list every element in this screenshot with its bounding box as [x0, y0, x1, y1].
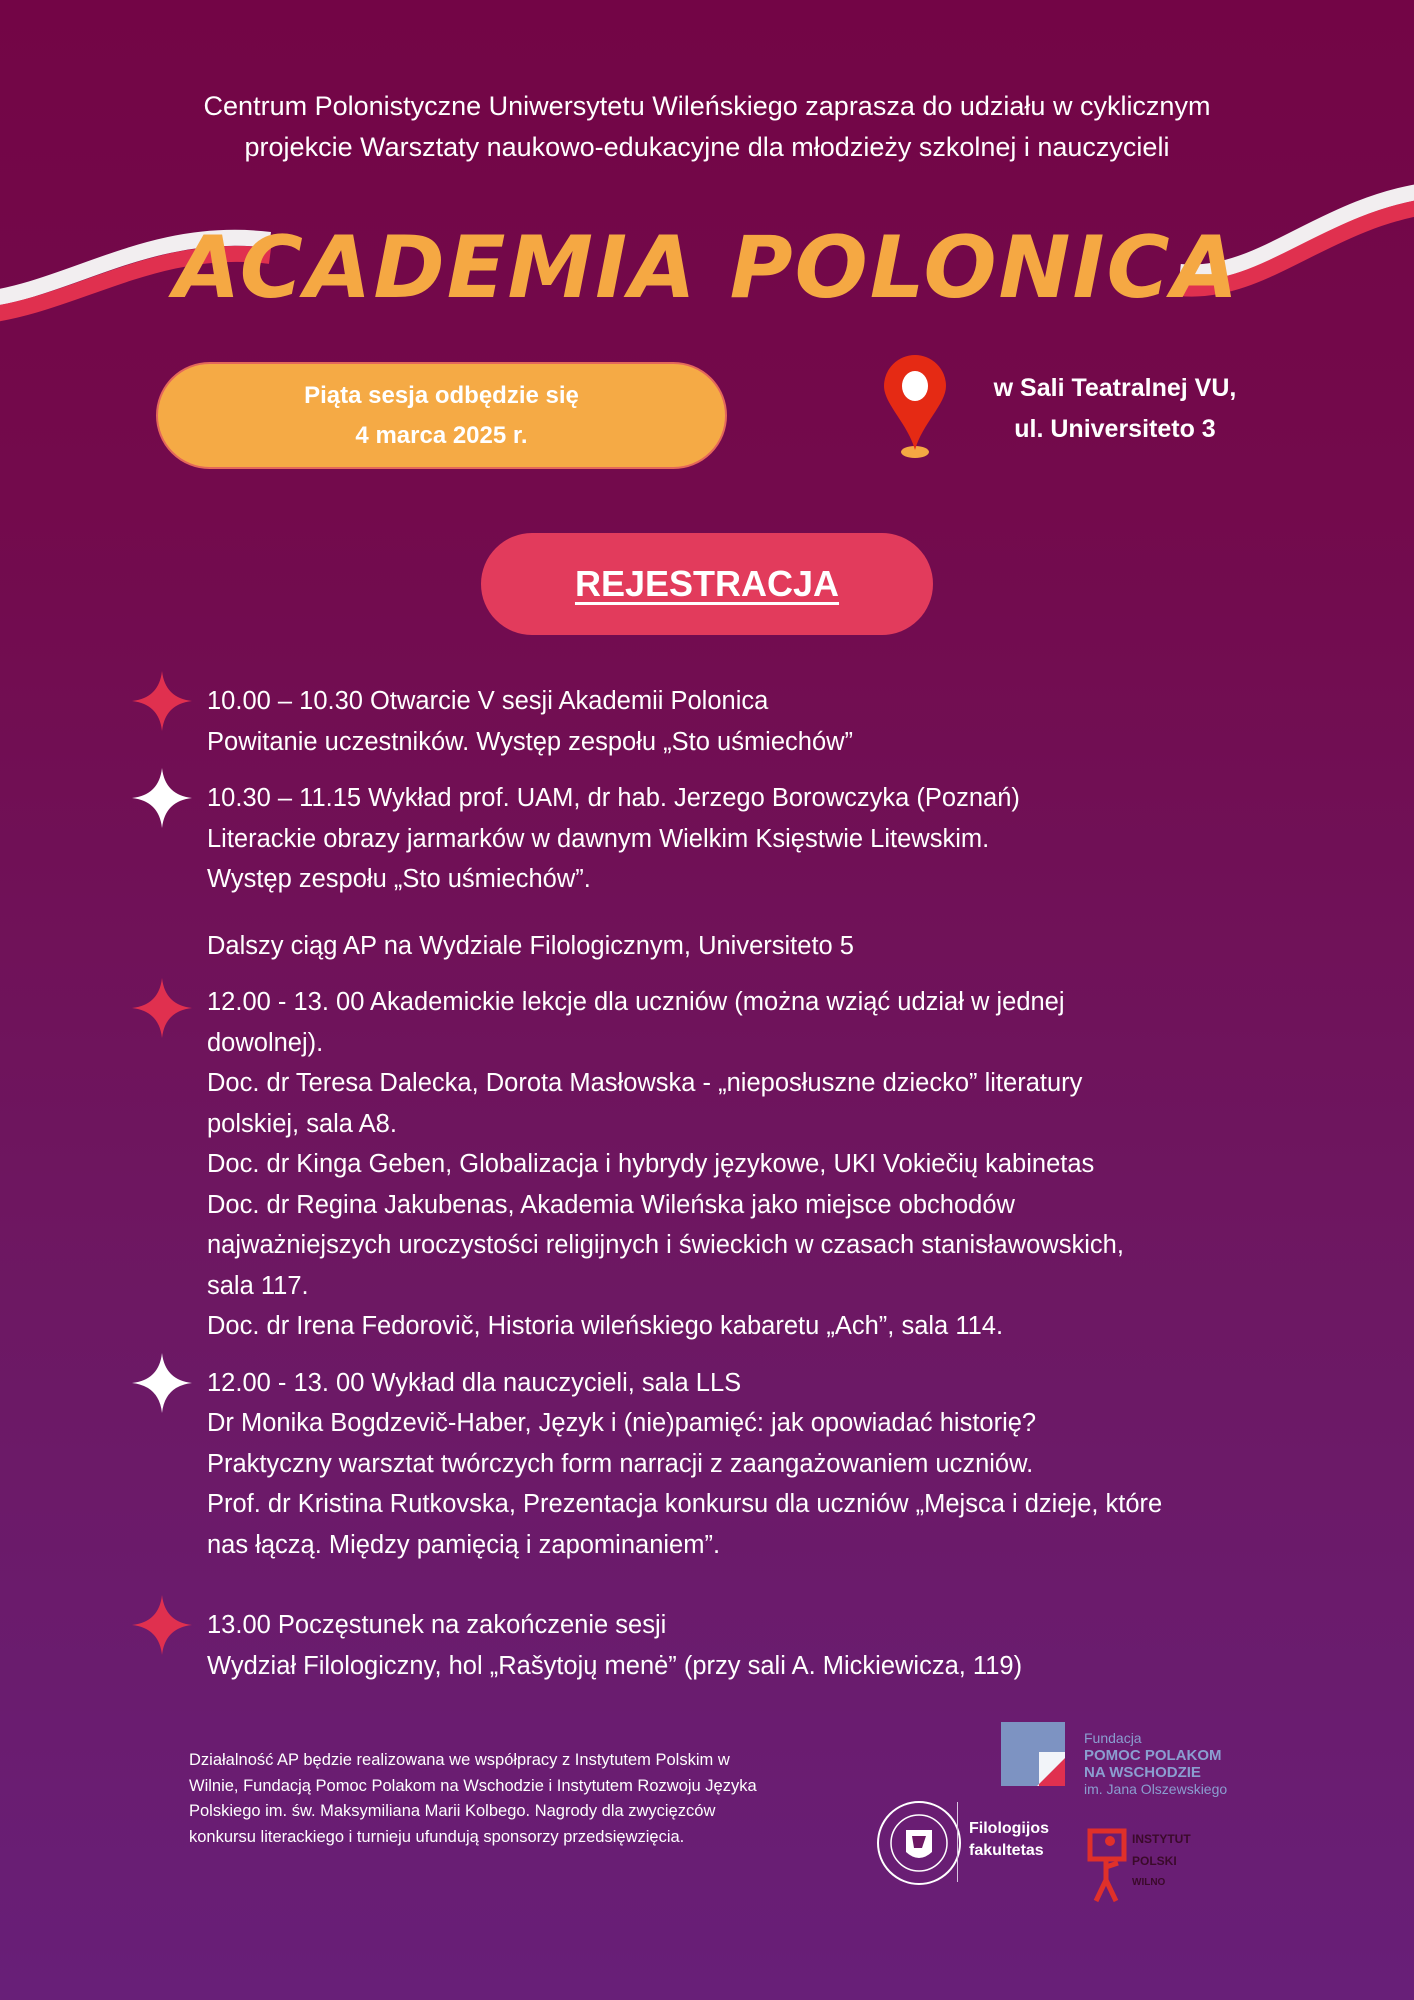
intro-line: Centrum Polonistyczne Uniwersytetu Wileńskiego zaprasza do udziału w cyklicznym [203, 91, 1211, 121]
agenda-line: dowolnej). [207, 1028, 324, 1057]
agenda-line: Występ zespołu „Sto uśmiechów”. [207, 865, 591, 893]
session-date-box [156, 362, 727, 469]
agenda-line: Dalszy ciąg AP na Wydziale Filologicznym, Universiteto 5 [207, 931, 854, 960]
faculty-line: Filologijos [969, 1820, 1049, 1837]
agenda-list [207, 681, 1337, 1702]
instytut-polski-logo [1088, 1825, 1191, 1905]
agenda-item [207, 681, 1337, 762]
agenda-line: sala 117. [207, 1271, 309, 1300]
footer-line: Polskiego im. św. Maksymiliana Marii Kolbego. Nagrody dla zwycięzców [189, 1802, 716, 1820]
star-bullet-icon [132, 978, 192, 1038]
session-date: 4 marca 2025 r. [355, 422, 528, 449]
agenda-line: Literackie obrazy jarmarków w dawnym Wielkim Księstwie Litewskim. [207, 824, 990, 853]
faculty-line: fakultetas [969, 1842, 1044, 1859]
agenda-line: Doc. dr Irena Fedorovič, Historia wileńskiego kabaretu „Ach”, sala 114. [207, 1312, 1004, 1340]
star-bullet-icon [132, 671, 192, 731]
fundacja-line: Fundacja [1084, 1730, 1142, 1746]
session-label: Piąta sesja odbędzie się [304, 382, 579, 409]
fundacja-line: NA WSCHODZIE [1084, 1764, 1201, 1781]
agenda-line: Dr Monika Bogdzevič-Haber, Język i (nie)pamięć: jak opowiadać historię? [207, 1409, 1037, 1437]
polish-flag-ribbon [0, 0, 1414, 400]
footer-line: Wilnie, Fundacją Pomoc Polakom na Wschodzie i Instytutem Rozwoju Języka [189, 1776, 757, 1795]
svg-text:INSTYTUT: INSTYTUT [1132, 1832, 1191, 1846]
agenda-item [207, 778, 1337, 900]
star-bullet-icon [132, 1595, 192, 1655]
map-pin-icon [880, 354, 950, 460]
agenda-item [207, 926, 1337, 967]
page-title: ACADEMIA POLONICA [173, 218, 1241, 318]
agenda-line: 12.00 - 13. 00 Wykład dla nauczycieli, sala LLS [207, 1368, 742, 1397]
agenda-line: 12.00 - 13. 00 Akademickie lekcje dla uczniów (można wziąć udział w jednej [207, 988, 1065, 1016]
agenda-line: Doc. dr Teresa Dalecka, Dorota Masłowska - „nieposłuszne dziecko” literatury [207, 1069, 1083, 1097]
agenda-item [207, 1363, 1337, 1566]
agenda-item [207, 1605, 1337, 1686]
logo-divider [957, 1802, 958, 1882]
agenda-line: Powitanie uczestników. Występ zespołu „Sto uśmiechów” [207, 727, 854, 756]
svg-text:POLSKI: POLSKI [1132, 1854, 1177, 1868]
fundacja-line: POMOC POLAKOM [1084, 1747, 1222, 1764]
agenda-line: Doc. dr Regina Jakubenas, Akademia Wileńska jako miejsce obchodów [207, 1190, 1015, 1219]
star-bullet-icon [132, 768, 192, 828]
location-venue: w Sali Teatralnej VU, [993, 374, 1237, 402]
location-text [960, 368, 1270, 450]
location-address: ul. Universiteto 3 [1014, 415, 1216, 443]
intro-line: projekcie Warsztaty naukowo-edukacyjne dla młodzieży szkolnej i nauczycieli [244, 132, 1170, 162]
agenda-line: nas łączą. Między pamięcią i zapominaniem”. [207, 1530, 721, 1559]
footer-note [189, 1748, 849, 1850]
agenda-line: Wydział Filologiczny, hol „Rašytojų menė” (przy sali A. Mickiewicza, 119) [207, 1651, 1023, 1680]
agenda-item [207, 982, 1337, 1347]
agenda-line: najważniejszych uroczystości religijnych i świeckich w czasach stanisławowskich, [207, 1231, 1124, 1259]
agenda-line: polskiej, sala A8. [207, 1109, 397, 1138]
register-button[interactable]: REJESTRACJA [481, 533, 933, 635]
agenda-line: Prof. dr Kristina Rutkovska, Prezentacja konkursu dla uczniów „Mejsca i dzieje, które [207, 1490, 1163, 1518]
intro-text [0, 86, 1414, 168]
fundacja-line: im. Jana Olszewskiego [1084, 1781, 1228, 1797]
agenda-line: Praktyczny warsztat twórczych form narracji z zaangażowaniem uczniów. [207, 1449, 1034, 1478]
fundacja-logo-mark [1001, 1722, 1065, 1786]
agenda-line: 10.30 – 11.15 Wykład prof. UAM, dr hab. Jerzego Borowczyka (Poznań) [207, 784, 1020, 812]
agenda-line: Doc. dr Kinga Geben, Globalizacja i hybrydy językowe, UKI Vokiečių kabinetas [207, 1150, 1095, 1178]
star-bullet-icon [132, 1353, 192, 1413]
agenda-line: 10.00 – 10.30 Otwarcie V sesji Akademii Polonica [207, 687, 769, 715]
footer-line: konkursu literackiego i turnieju ufundują sponsorzy przedsięwzięcia. [189, 1827, 685, 1846]
agenda-line: 13.00 Poczęstunek na zakończenie sesji [207, 1611, 667, 1639]
faculty-logo-text [969, 1818, 1049, 1862]
fundacja-logo-text [1084, 1730, 1227, 1798]
footer-line: Działalność AP będzie realizowana we współpracy z Instytutem Polskim w [189, 1751, 730, 1769]
vu-seal-logo [876, 1800, 962, 1886]
svg-text:WILNO: WILNO [1132, 1877, 1166, 1888]
